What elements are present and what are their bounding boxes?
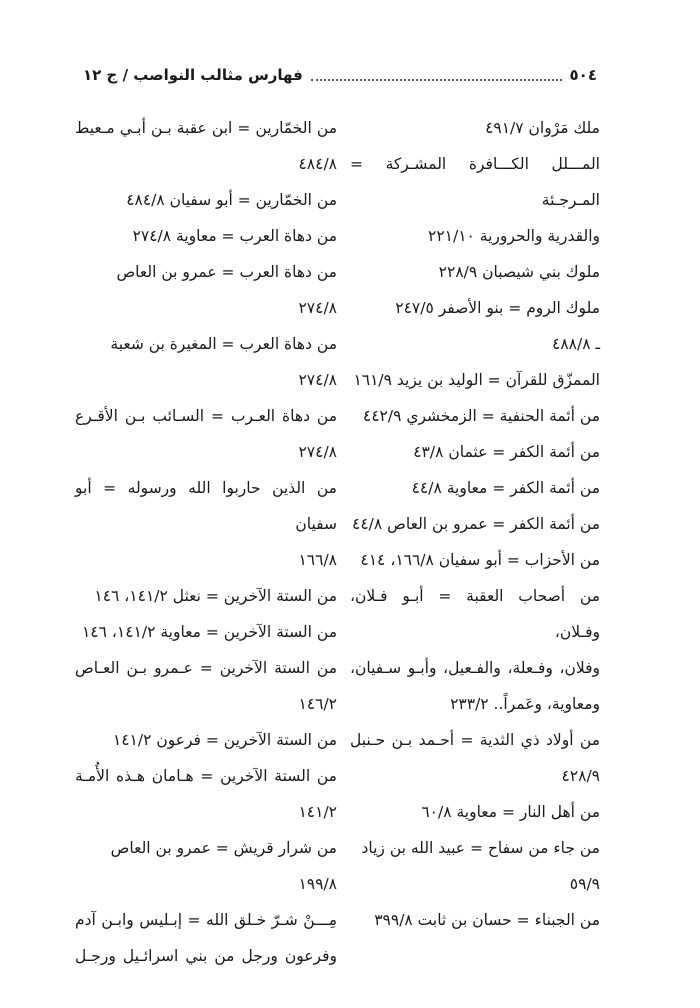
index-entry-line: من الستة الآخرين = فرعون ١٤١/٢ [112,731,337,749]
index-entry-line: المـــلل الكـــافرة المشـركة = المـرجـئة [350,155,600,209]
page-number: ٥٠٤ [569,66,597,84]
running-header [83,62,597,88]
index-entry-line: من أئمة الحنفية = الزمخشري ٤٤٢/٩ [362,407,600,425]
index-entry-line: ١٤٦/٢ [298,695,337,713]
index-entry-line: وفلان، وفـعلة، والفـعيل، وأبـو سـفيان، [350,659,600,677]
index-entry-line: من دهاة العـرب = السـائب بـن الأقـرع [75,407,337,425]
index-entry-line: ٢٧٤/٨ [298,443,337,461]
index-entry-line: وفرعون ورجل من بني اسرائـيل ورجـل [75,947,337,965]
index-entry-line: من دهاة العرب = معاوية ٢٧٤/٨ [132,227,337,245]
index-entry-line: من الخمّارين = ابن عقبة بـن أبـي مـعيط [75,119,337,137]
index-entry-line: من الأحزاب = أبو سفيان ١٦٦/٨، ٤١٤ [360,551,600,569]
index-entry-line: من الخمّارين = أبو سفيان ٤٨٤/٨ [126,191,337,209]
dotted-leader [311,69,562,81]
index-entry-line: من أولاد ذي الثدية = أحـمد بـن حـنبل [350,731,600,749]
index-entry-line: والقدرية والحرورية ٢٢١/١٠ [428,227,600,245]
running-title: فهارس مثالب النواصب / ج ١٢ [83,66,303,84]
index-entry-line: من الستة الآخرين = عـمرو بـن العـاص [75,659,337,677]
index-entry-line: من الستة الآخرين = معاوية ١٤١/٢، ١٤٦ [81,623,337,641]
index-entry-line: من أئمة الكفر = عثمان ٤٣/٨ [413,443,600,461]
right-column [350,110,600,938]
index-entry-line: ٤٢٨/٩ [561,767,600,785]
index-entry-line: ملك مَرْوان ٤٩١/٧ [485,119,600,137]
index-entry-line: من الذين حاربوا الله ورسوله = أبو سفيان [75,479,337,533]
index-entry-line: ملوك الروم = بنو الأصفر ٢٤٧/٥ [395,299,600,317]
index-entry-line: ٤٨٤/٨ [298,155,337,173]
index-entry-line: من أئمة الكفر = عمرو بن العاص ٤٤/٨ [352,515,600,533]
left-column [75,110,337,974]
index-entry-line: ١٦٦/٨ [298,551,337,569]
index-entry-line: من الجبناء = حسان بن ثابت ٣٩٩/٨ [374,911,600,929]
index-entry-line: من دهاة العرب = عمرو بن العاص ٢٧٤/٨ [116,263,337,317]
index-entry-line: ومعاوية، وعَمراً.. ٢٣٣/٢ [450,695,600,713]
index-entry-line: من الستة الآخرين = هـامان هـذه الأُمـة [75,767,337,785]
index-entry-line: الممزّق للقرآن = الوليد بن يزيد ١٦١/٩ [353,371,600,389]
index-entry-line: من أصحاب العقبة = أبـو فـلان، وفـلان، [350,587,600,641]
index-entry-line: من أئمة الكفر = معاوية ٤٤/٨ [411,479,600,497]
index-entry-line: ـ ٤٨٨/٨ [552,335,600,353]
index-entry-line: ملوك بني شيصبان ٢٢٨/٩ [438,263,600,281]
index-entry-line: من الستة الآخرين = نعثل ١٤١/٢، ١٤٦ [94,587,337,605]
index-entry-line: من شرار قريش = عمرو بن العاص ١٩٩/٨ [110,839,337,893]
index-entry-line: من جاء من سفاح = عبيد الله بن زياد ٥٩/٩ [361,839,600,893]
index-entry-line: مِـــنْ شـرّ خـلق الله = إبـليس وابـن آدم [75,911,337,929]
index-entry-line: من أهل النار = معاوية ٦٠/٨ [421,803,600,821]
index-entry-line: ١٤١/٢ [298,803,337,821]
index-entry-line: من دهاة العرب = المغيرة بن شعبة ٢٧٤/٨ [110,335,337,389]
